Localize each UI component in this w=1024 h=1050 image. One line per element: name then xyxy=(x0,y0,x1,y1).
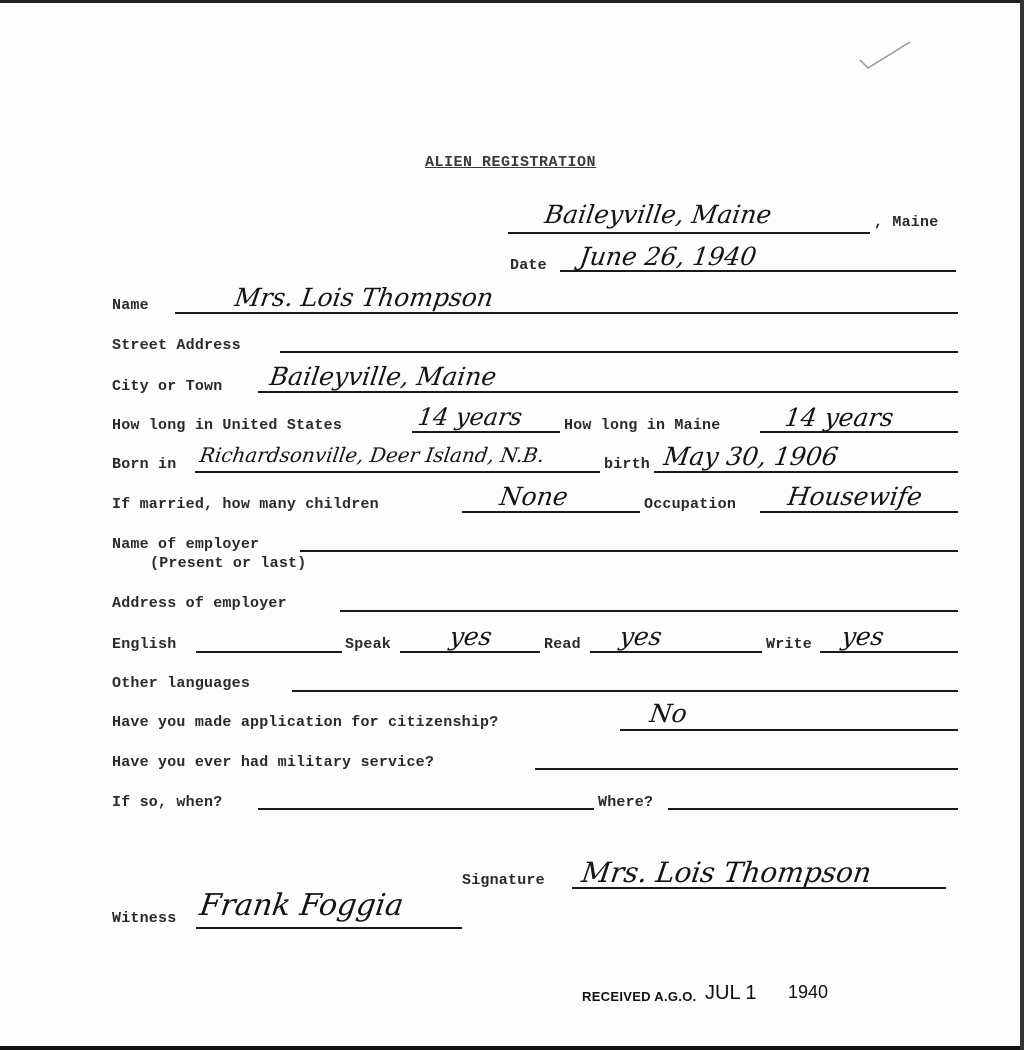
scan-edge-top xyxy=(0,0,1024,3)
children-value: None xyxy=(497,482,570,511)
occupation-line xyxy=(760,511,958,513)
born-line xyxy=(195,471,600,473)
read-line xyxy=(590,651,762,653)
received-stamp-label: RECEIVED A.G.O. xyxy=(582,989,697,1004)
howlong-us-value: 14 years xyxy=(416,403,524,431)
scan-edge-right xyxy=(1020,0,1024,1050)
scan-edge-bottom xyxy=(0,1046,1024,1050)
dob-value: May 30, 1906 xyxy=(661,442,840,471)
when-line xyxy=(258,808,594,810)
signature-value: Mrs. Lois Thompson xyxy=(579,856,874,889)
place-value: Baileyville, Maine xyxy=(542,200,774,229)
street-line xyxy=(280,351,958,353)
other-languages-label: Other languages xyxy=(112,675,251,692)
employer-sub-label: (Present or last) xyxy=(150,555,307,572)
witness-label: Witness xyxy=(112,910,177,927)
employer-label: Name of employer xyxy=(112,536,260,553)
write-value: yes xyxy=(839,622,886,651)
howlong-maine-label: How long in Maine xyxy=(564,417,721,434)
employer-address-label: Address of employer xyxy=(112,595,287,612)
howlong-us-label: How long in United States xyxy=(112,417,343,434)
date-value: June 26, 1940 xyxy=(577,242,759,271)
speak-line xyxy=(400,651,540,653)
dob-label: birth xyxy=(604,456,651,473)
received-stamp-year: 1940 xyxy=(788,982,829,1002)
howlong-us-line xyxy=(412,431,560,433)
name-line xyxy=(175,312,958,314)
street-label: Street Address xyxy=(112,337,241,354)
witness-signature: Frank Foggia xyxy=(197,888,406,923)
howlong-maine-value: 14 years xyxy=(782,403,896,432)
children-line xyxy=(462,511,640,513)
employer-address-line xyxy=(340,610,958,612)
city-label: City or Town xyxy=(112,378,223,395)
citizenship-line xyxy=(620,729,958,731)
write-line xyxy=(820,651,958,653)
write-label: Write xyxy=(766,636,813,653)
city-line xyxy=(258,391,958,393)
name-label: Name xyxy=(112,297,149,314)
born-label: Born in xyxy=(112,456,177,473)
when-label: If so, when? xyxy=(112,794,223,811)
state-suffix: , Maine xyxy=(874,214,939,231)
read-value: yes xyxy=(617,622,664,651)
where-label: Where? xyxy=(598,794,654,811)
date-label: Date xyxy=(510,257,547,274)
english-line xyxy=(196,651,342,653)
howlong-maine-line xyxy=(760,431,958,433)
read-label: Read xyxy=(544,636,581,653)
english-label: English xyxy=(112,636,177,653)
occupation-value: Housewife xyxy=(785,482,925,511)
dob-line xyxy=(654,471,958,473)
date-line xyxy=(560,270,956,272)
name-value: Mrs. Lois Thompson xyxy=(232,283,496,312)
children-label: If married, how many children xyxy=(112,496,379,513)
where-line xyxy=(668,808,958,810)
speak-value: yes xyxy=(447,622,494,651)
form-title: ALIEN REGISTRATION xyxy=(425,154,597,171)
employer-line xyxy=(300,550,958,552)
signature-line xyxy=(572,887,946,889)
city-value: Baileyville, Maine xyxy=(267,362,499,391)
other-languages-line xyxy=(292,690,958,692)
witness-line xyxy=(196,927,462,929)
born-value: Richardsonville, Deer Island, N.B. xyxy=(198,443,546,467)
speak-label: Speak xyxy=(345,636,392,653)
citizenship-label: Have you made application for citizenship? xyxy=(112,714,499,731)
signature-label: Signature xyxy=(462,872,545,889)
received-stamp-date: JUL 1 xyxy=(705,982,757,1004)
check-mark-icon xyxy=(858,40,912,72)
citizenship-value: No xyxy=(647,699,689,728)
military-line xyxy=(535,768,958,770)
occupation-label: Occupation xyxy=(644,496,737,513)
place-line xyxy=(508,232,870,234)
military-label: Have you ever had military service? xyxy=(112,754,435,771)
